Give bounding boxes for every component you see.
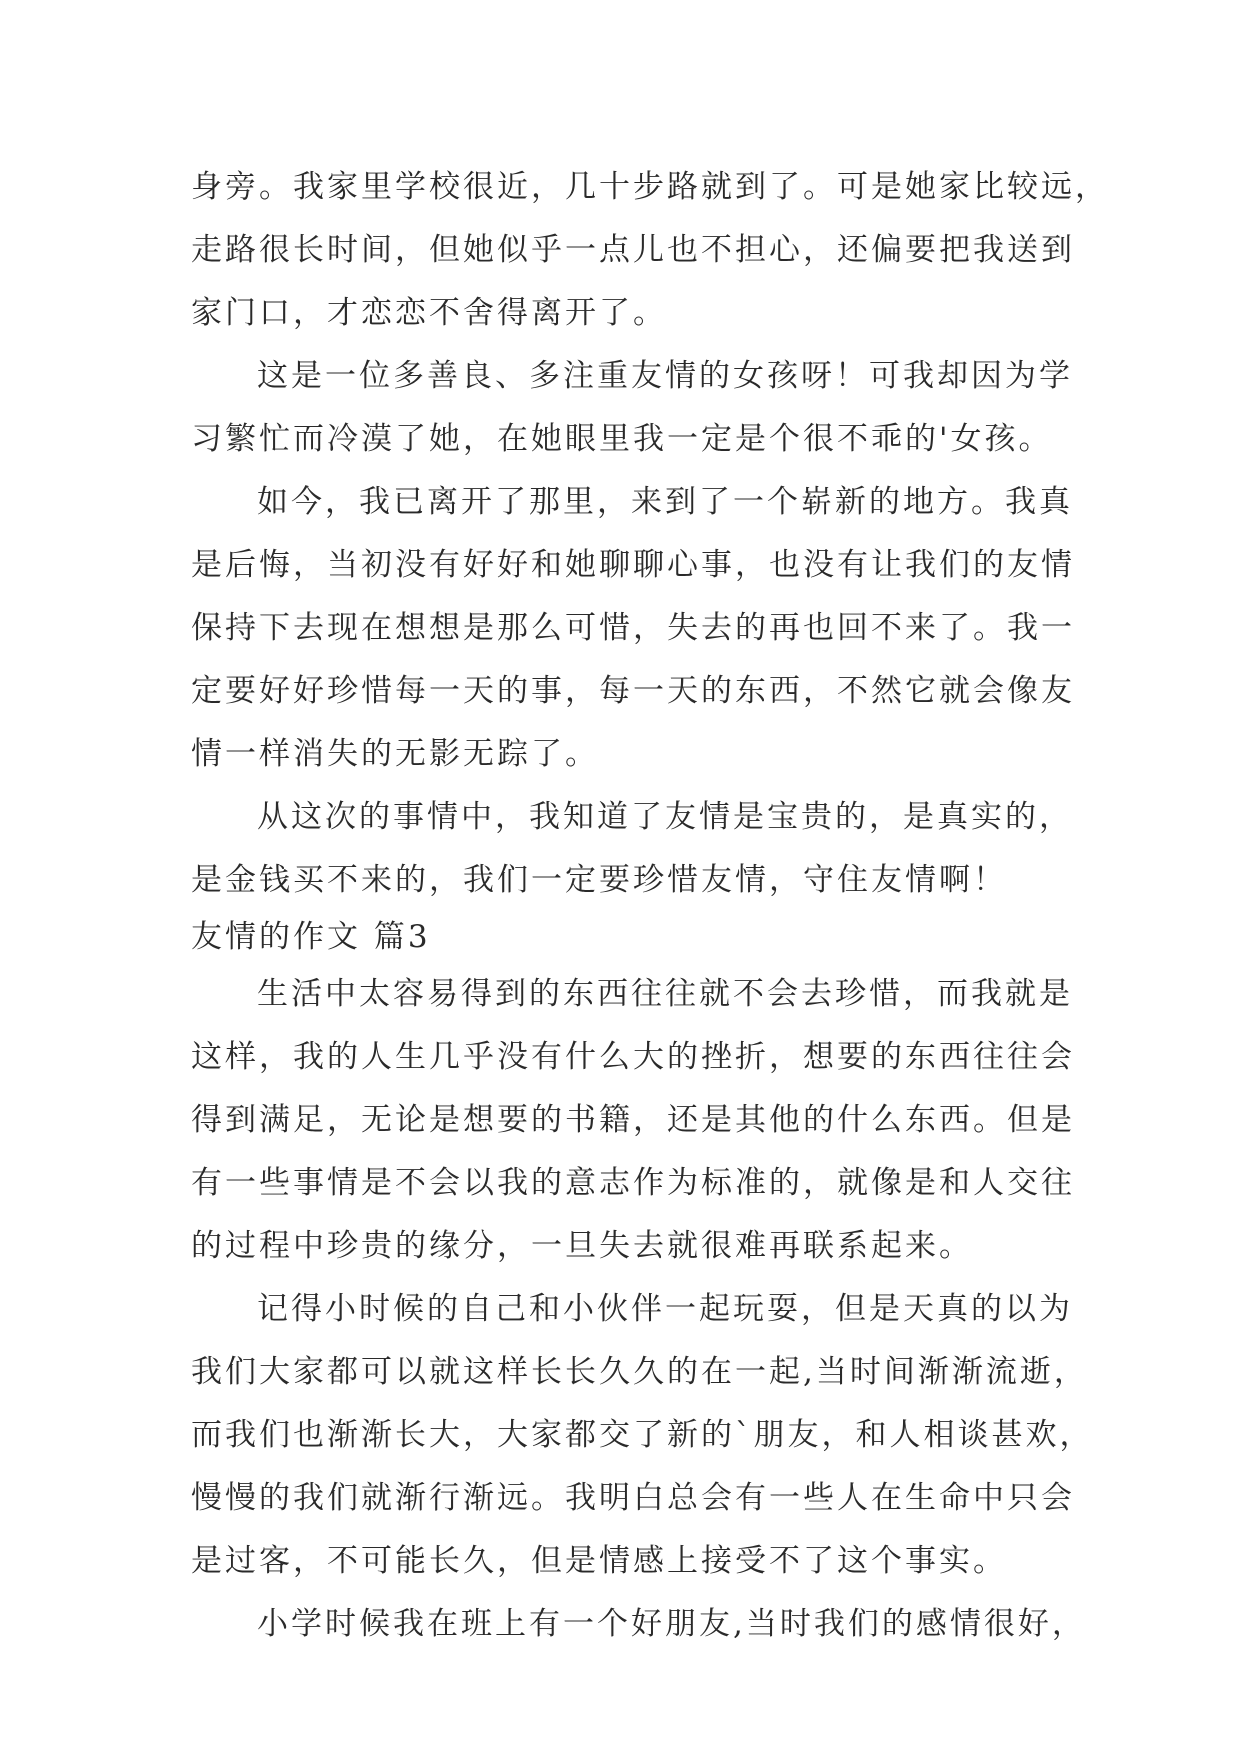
text-line: 走路很长时间，但她似乎一点儿也不担心，还偏要把我送到 — [191, 232, 1075, 268]
text-line: 这样，我的人生几乎没有什么大的挫折，想要的东西往往会 — [191, 1039, 1075, 1075]
text-line: 情一样消失的无影无踪了。 — [191, 736, 599, 772]
text-line: 身旁。我家里学校很近，几十步路就到了。可是她家比较远， — [191, 169, 1109, 205]
text-line: 家门口，才恋恋不舍得离开了。 — [191, 295, 667, 331]
text-line: 从这次的事情中，我知道了友情是宝贵的，是真实的， — [257, 799, 1073, 835]
text-line: 这是一位多善良、多注重友情的女孩呀！可我却因为学 — [257, 358, 1073, 394]
text-line: 是后悔，当初没有好好和她聊聊心事，也没有让我们的友情 — [191, 547, 1075, 583]
text-line: 记得小时候的自己和小伙伴一起玩耍，但是天真的以为 — [257, 1291, 1073, 1327]
text-line: 生活中太容易得到的东西往往就不会去珍惜，而我就是 — [257, 976, 1073, 1012]
text-line: 习繁忙而冷漠了她，在她眼里我一定是个很不乖的'女孩。 — [191, 421, 1053, 457]
text-line: 是过客，不可能长久，但是情感上接受不了这个事实。 — [191, 1543, 1007, 1579]
text-line: 慢慢的我们就渐行渐远。我明白总会有一些人在生命中只会 — [191, 1480, 1075, 1516]
section-heading: 友情的作文 篇3 — [191, 919, 431, 955]
text-line: 有一些事情是不会以我的意志作为标准的，就像是和人交往 — [191, 1165, 1075, 1201]
text-line: 得到满足，无论是想要的书籍，还是其他的什么东西。但是 — [191, 1102, 1075, 1138]
text-line: 的过程中珍贵的缘分，一旦失去就很难再联系起来。 — [191, 1228, 973, 1264]
text-line: 是金钱买不来的，我们一定要珍惜友情，守住友情啊！ — [191, 862, 1007, 898]
text-line: 保持下去现在想想是那么可惜，失去的再也回不来了。我一 — [191, 610, 1075, 646]
document-body — [191, 156, 1109, 1656]
text-line: 定要好好珍惜每一天的事，每一天的东西，不然它就会像友 — [191, 673, 1075, 709]
text-line: 而我们也渐渐长大，大家都交了新的`朋友，和人相谈甚欢， — [191, 1417, 1094, 1453]
text-line: 小学时候我在班上有一个好朋友,当时我们的感情很好， — [257, 1606, 1086, 1642]
text-line: 如今，我已离开了那里，来到了一个崭新的地方。我真 — [257, 484, 1073, 520]
text-line: 我们大家都可以就这样长长久久的在一起,当时间渐渐流逝， — [191, 1354, 1088, 1390]
